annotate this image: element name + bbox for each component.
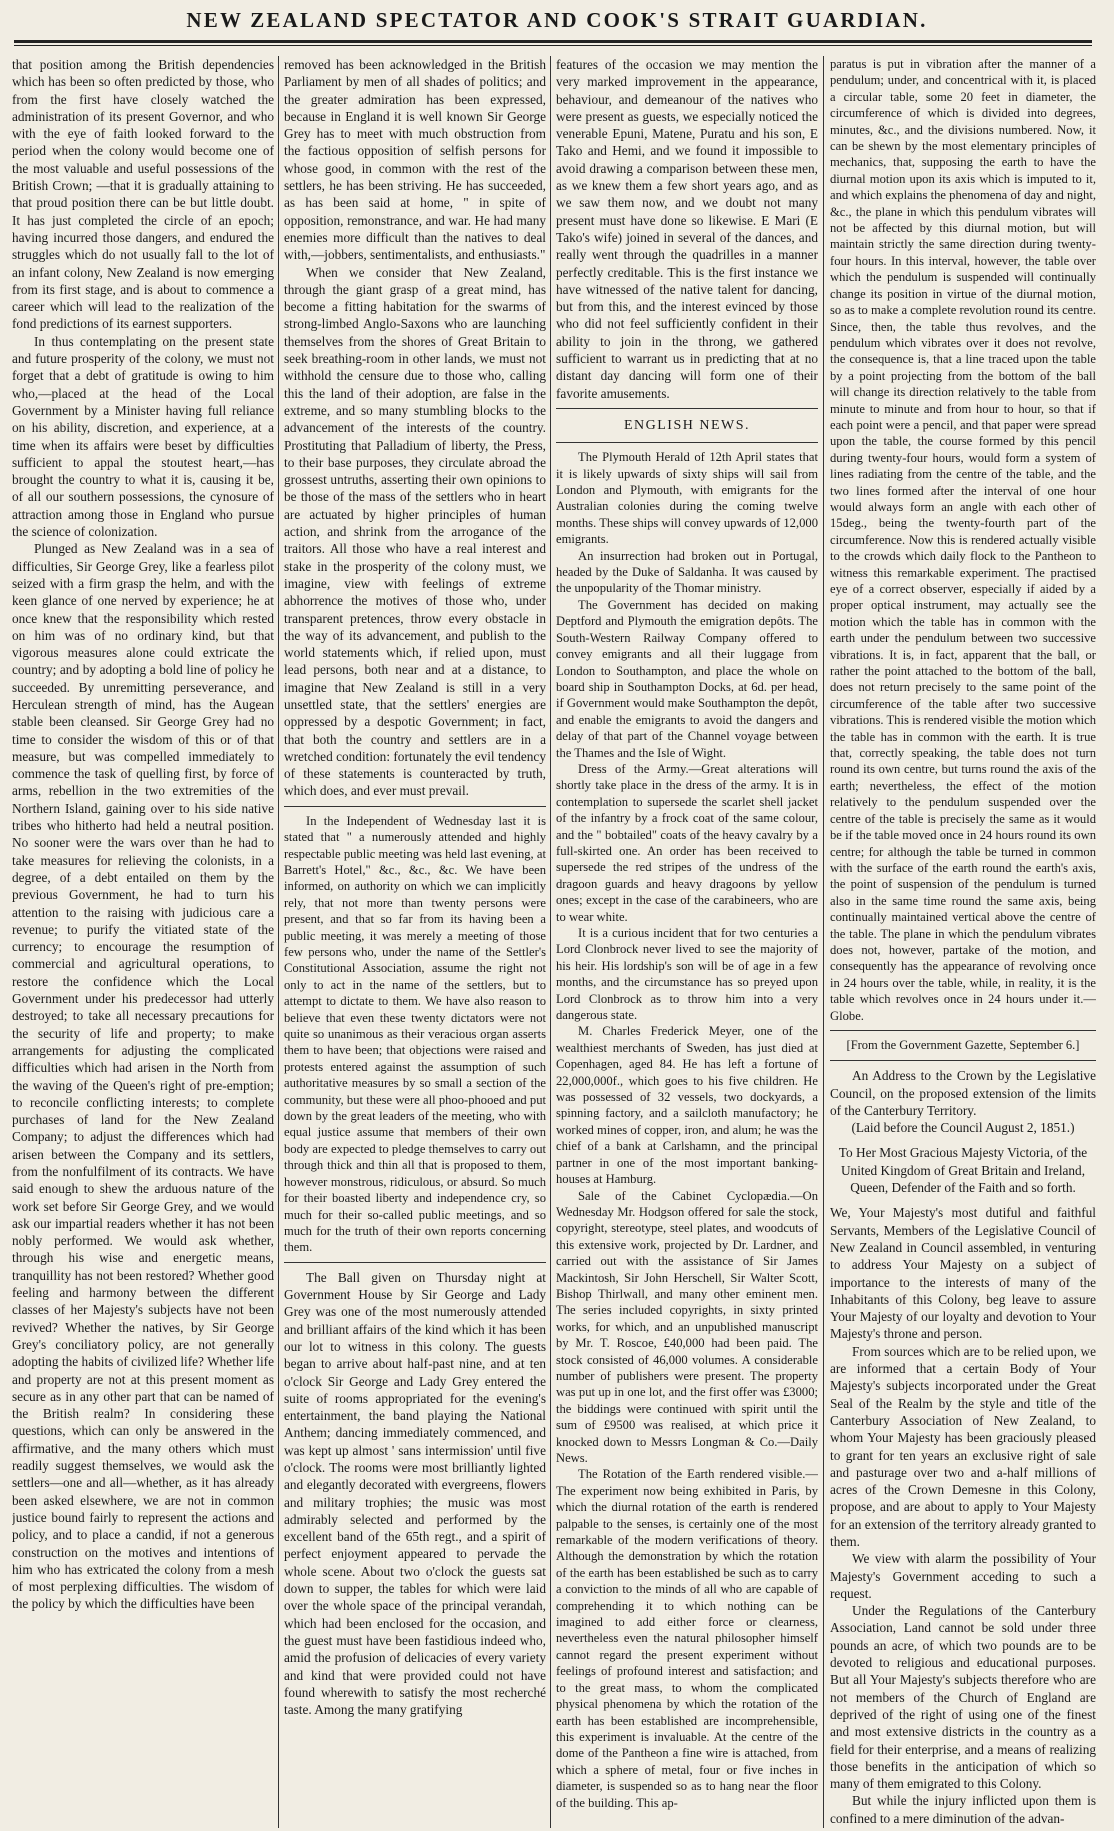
news-item: It is a curious incident that for two centuries a Lord Clonbrock never lived to see the majority of his heir. His lordship's son will be of age in a few months, and the circumstance has so preyed upon Lord Clonbrock as to throw him into a very dangerous state. <box>556 926 818 1023</box>
section-divider <box>830 1030 1096 1031</box>
column-3 <box>556 56 818 1826</box>
news-item: An insurrection had broken out in Portugal, headed by the Duke of Saldanha. It was caused by the unpopularity of the Thomar ministry. <box>556 548 818 596</box>
article-independent: In the Independent of Wednesday last it is stated that " a numerously attended and highly respectable public meeting was held last evening, at Barrett's Hotel," &c., &c., &c. We have been informed, on authority on which we can implicitly rely, that not more than twenty persons were present, and that so far from its having been a public meeting, it was merely a meeting of those few persons who, under the name of the Settler's Constitutional Association, assume the right not only to act in the name of the settlers, but to attempt to dictate to them. We have also reason to believe that even these twenty dictators were not quite so unanimous as their veracious organ asserts them to have been; that objections were raised and protests entered against the assumption of such authoritative measures by so small a section of the community, but these were all phoo-phooed and put down by the great leaders of the meeting, who with equal justice assume that members of their own body are expected to pledge themselves to carry out through thick and thin all that is proposed to them, however monstrous, ridiculous, or absurd. So much for their boasted liberty and independence cry, so much for their so-called public meetings, and so much for the truth of their own reports concerning them. <box>284 813 546 1255</box>
address-date: (Laid before the Council August 2, 1851.) <box>851 1120 1075 1136</box>
gazette-source: [From the Government Gazette, September 6.] <box>846 1037 1080 1052</box>
paragraph: features of the occasion we may mention the very marked improvement in the appearance, behaviour, and demeanour of the natives who were present as guests, we especially noticed the venerable Epuni, Matene, Puratu and his son, E Tako and Hemi, and we found it impossible to avoid drawing a comparison between these men, as we knew them a few short years ago, and as we saw them now, and we doubt not many present must have done so likewise. E Mari (E Tako's wife) joined in several of the dances, and really went through the quadrilles in a manner perfectly creditable. This is the first instance we have witnessed of the native talent for dancing, but from this, and the interest evinced by those who did not feel sufficiently confident in their ability to join in the throng, we gathered sufficient to warrant us in predicting that at no distant day dancing will form one of their favorite amusements. <box>556 57 818 401</box>
paragraph: Plunged as New Zealand was in a sea of difficulties, Sir George Grey, like a fearless pilot seized with a firm grasp the helm, and with the keen glance of one nerved by experience; he at once knew that the responsibility which rested on him was of no ordinary kind, but that vigorous measures alone could extricate the country; and by adopting a bold line of policy he succeeded. By unremitting perseverance, and Herculean strength of mind, has the Augean stable been cleansed. Sir George Grey had no time to consider the wisdom of this or of that measure, but was compelled immediately to commence the task of quelling first, by force of arms, rebellion in the two extremities of the Northern Island, gaining over to his side native tribes who hitherto had held a neutral position. No sooner were the wars over than he had to take measures for relieving the colonists, in a degree, of a debt entailed on them by the previous Government, he had to turn his attention to the raising with judicious care a revenue; to purify the vitiated state of the currency; to encourage the resumption of commercial and agricultural operations, to restore the confidence which the Local Government under his predecessor had utterly destroyed; to take all necessary precautions for the security of life and property; to make arrangements for adjusting the complicated difficulties which had arisen in the North from the waving of the Queen's right of pre-emption; to reconcile conflicting interests; to complete purchases of land for the New Zealand Company; to adjust the differences which had arisen between the Company and its settlers, from the nonfulfilment of its contracts. We have said enough to shew the arduous nature of the work set before Sir George Grey, and we would ask our impartial readers whether it has not been nobly performed. We would ask whether, through his wise and energetic means, tranquillity has not been restored? Whether good feeling and harmony between the different classes of her Majesty's subjects have not been revived? Whether the natives, by Sir George Grey's conciliatory policy, are not generally adopting the habits of civilized life? Whether life and property are not at this present moment as secure as in any other part that can be named of the British realm? In considering these questions, which can only be answered in the affirmative, and the many others which must readily suggest themselves, we would ask the settlers—one and all—whether, as it has already been asked elsewhere, we are not in common justice bound fairly to represent the actions and policy, and to place a candid, if not a generous construction on the motives and intentions of him who has extricated the colony from a mesh of most perplexing difficulties. The wisdom of the policy by which the difficulties have been <box>12 541 274 1612</box>
paragraph: We, Your Majesty's most dutiful and faithful Servants, Members of the Legislative Council of New Zealand in Council assembled, in venturing to address Your Majesty on a subject of importance to the interests of many of the Inhabitants of this Colony, beg leave to assure Your Majesty of our loyalty and devotion to Your Majesty's throne and person. <box>830 1205 1096 1342</box>
column-1 <box>12 56 274 1826</box>
article-ball: The Ball given on Thursday night at Government House by Sir George and Lady Grey was one of the most numerously attended and brilliant affairs of the kind which it has been our lot to witness in this colony. The guests began to arrive about half-past nine, and at ten o'clock Sir George and Lady Grey entered the suite of rooms appropriated for the evening's entertainment, the band playing the National Anthem; dancing immediately commenced, and was kept up almost ' sans intermission' until five o'clock. The rooms were most brilliantly lighted and elegantly decorated with evergreens, flowers and military trophies; the music was most admirably selected and performed by the excellent band of the 65th regt., and a spirit of perfect enjoyment appeared to pervade the whole scene. About two o'clock the guests sat down to supper, the tables for which were laid over the whole space of the principal verandah, which had been enclosed for the occasion, and the guest must have been fastidious indeed who, amid the profusion of delicacies of every variety and kind that were provided could not have found wherewith to satisfy the most recherché taste. Among the many gratifying <box>284 1269 546 1718</box>
column-divider <box>823 56 824 1828</box>
paragraph: We view with alarm the possibility of Your Majesty's Government acceding to such a request. <box>830 1551 1096 1601</box>
column-divider <box>278 56 279 1828</box>
column-2 <box>284 56 546 1826</box>
section-divider <box>830 1060 1096 1061</box>
paragraph: that position among the British dependencies which has been so often predicted by those, who from the first have closely watched the administration of its present Governor, and who with the eye of faith looked forward to the period when the colony would become one of the most valuable and useful possessions of the British Crown; —that it is gradually attaining to that proud position there can be but little doubt. It has just completed the circle of an epoch; having incurred those dangers, and endured the struggles which do not usually fall to the lot of an infant colony, New Zealand is now emerging from its first stage, and is about to commence a career which will lead to the realization of the fond predictions of its earnest supporters. <box>12 57 274 332</box>
news-item: M. Charles Frederick Meyer, one of the wealthiest merchants of Sweden, has just died at Copenhagen, aged 84. He has left a fortune of 22,000,000f., which goes to his five children. He was possessed of 32 vessels, two dockyards, a spinning factory, and a sailcloth manufactory; he worked mines of copper, iron, and alum; he was the chief of a bank at Carlshamn, and the principal partner in one of the most important banking-houses at Hamburg. <box>556 1024 818 1187</box>
section-divider <box>556 442 818 443</box>
masthead: NEW ZEALAND SPECTATOR AND COOK'S STRAIT GUARDIAN. <box>186 8 928 32</box>
news-item: The Plymouth Herald of 12th April states that it is likely upwards of sixty ships will sail from London and Plymouth, with emigrants for the Australian colonies during the coming twelve months. These ships will convey upwards of 12,000 emigrants. <box>556 450 818 547</box>
section-divider <box>556 408 818 409</box>
news-item: Dress of the Army.—Great alterations will shortly take place in the dress of the army. It is in contemplation to supersede the scarlet shell jacket of the infantry by a frock coat of the same colour, and the " bobtailed" coats of the heavy cavalry by a full-skirted one. An order has been received to supersede the red stripes of the undress of the dragoon guards and heavy dragoons by yellow ones; except in the case of the carabineers, who are to wear white. <box>556 761 818 924</box>
column-divider <box>550 56 551 1828</box>
news-item: Sale of the Cabinet Cyclopædia.—On Wednesday Mr. Hodgson offered for sale the stock, copyright, stereotype, steel plates, and woodcuts of this extensive work, projected by Dr. Lardner, and carried out with the assistance of Sir James Mackintosh, Sir John Herschell, Sir Walter Scott, Bishop Thirlwall, and many other eminent men. The series included copyrights, in sixty printed works, for which, and an unpublished manuscript by Mr. T. Roscoe, £40,000 had been paid. The stock consisted of 46,000 volumes. A considerable number of publishers were present. The property was put up in one lot, and the first offer was £3000; the biddings were continued with spirit until the sum of £9500 was realised, at which price it knocked down to Messrs Longman & Co.—Daily News. <box>556 1188 818 1466</box>
column-4 <box>830 56 1096 1826</box>
address-title: An Address to the Crown by the Legislative Council, on the proposed extension of the limits of the Canterbury Territory. <box>830 1068 1096 1118</box>
paragraph: In thus contemplating on the present state and future prosperity of the colony, we must not forget that a debt of gratitude is owing to him who,—placed at the head of the Local Government by a Minister having full reliance on his ability, discretion, and experience, at a time when its affairs were beset by difficulties sufficient to appal the stoutest heart,—has brought the country to what it is, causing it be, of all our southern possessions, the cynosure of attraction among those in England who pursue the science of colonization. <box>12 333 274 540</box>
masthead-rule <box>14 40 1092 43</box>
paragraph: From sources which are to be relied upon, we are informed that a certain Body of Your Majesty's subjects incorporated under the Great Seal of the Realm by the style and title of the Canterbury Association of New Zealand, to whom Your Majesty has been graciously pleased to grant for ten years an exclusive right of sale and pasturage over two and a-half millions of acres of the Crown Demesne in this Colony, propose, and are about to apply to Your Majesty for an extension of the territory already granted to them. <box>830 1343 1096 1549</box>
section-divider <box>284 806 546 807</box>
address-dedication: To Her Most Gracious Majesty Victoria, of the United Kingdom of Great Britain and Ireland, Queen, Defender of the Faith and so forth. <box>838 1145 1088 1196</box>
news-item: The Rotation of the Earth rendered visible.—The experiment now being exhibited in Paris, by which the diurnal rotation of the earth is rendered palpable to the senses, is certainly one of the most remarkable of the modern verifications of theory. Although the demonstration by which the rotation of the earth has been established be such as to carry a conviction to the minds of all who are capable of comprehending it to which nothing can be imagined to add either force or clearness, nevertheless even the natural philosopher himself cannot regard the present experiment without feelings of profound interest and satisfaction; and to the great mass, to whom the complicated physical phenomena by which the rotation of the earth has been established are incomprehensible, this experiment is invaluable. At the centre of the dome of the Pantheon a fine wire is attached, from which a sphere of metal, four or five inches in diameter, is suspended so as to hang near the floor of the building. This ap- <box>556 1467 818 1810</box>
paragraph: removed has been acknowledged in the British Parliament by men of all shades of politics; and the greater admiration has been expressed, because in England it is well known Sir George Grey has to meet with much obstruction from the factious opposition of selfish persons for whose good, in common with the rest of the settlers, he has been striving. He has succeeded, as has been said at home, " in spite of opposition, remonstrance, and war. He had many enemies more difficult than the natives to deal with,—jobbers, sentimentalists, and enthusiasts." <box>284 57 546 263</box>
paragraph: When we consider that New Zealand, through the giant grasp of a great mind, has become a fitting habitation for the swarms of strong-limbed Anglo-Saxons who are launching themselves from the shores of Great Britain to seek breathing-room in other lands, we must not withhold the censure due to those who, calling this the land of their adoption, are false in the extreme, and so many stumbling blocks to the advancement of the interests of the country. Prostituting that Palladium of liberty, the Press, to their base purposes, they circulate abroad the grossest untruths, asserting their own opinions to be those of the mass of the settlers who in heart are actuated by higher principles of human action, and shrink from the arrogance of the traitors. All those who have a real interest and stake in the prosperity of the colony must, we imagine, view with feelings of extreme abhorrence the motives of those who, under transparent pretences, throw every obstacle in the way of its advancement, and publish to the world statements which, if relied upon, must lead persons, both near and at a distance, to imagine that New Zealand is still in a very unsettled state, that the settlers' energies are oppressed by a despotic Government; in fact, that both the country and settlers are in a wretched condition: fortunately the evil tendency of these statements is counteracted by truth, which does, and ever must prevail. <box>284 264 546 799</box>
paragraph: Under the Regulations of the Canterbury Association, Land cannot be sold under three pounds an acre, of which two pounds are to be devoted to religious and educational purposes. But all Your Majesty's subjects therefore who are not members of the Church of England are deprived of the right of using one of the finest and most extensive districts in the country as a field for their enterprise, and a means of realizing those benefits in the anticipation of which so many of them emigrated to this Colony. <box>830 1603 1096 1792</box>
section-heading: ENGLISH NEWS. <box>623 417 751 433</box>
section-divider <box>284 1262 546 1263</box>
masthead-rule-thin <box>14 45 1092 46</box>
paragraph: But while the injury inflicted upon them is confined to a mere diminution of the advan- <box>830 1793 1096 1826</box>
news-item: The Government has decided on making Deptford and Plymouth the emigration depôts. The South-Western Railway Company offered to convey emigrants and all their luggage from London to Southampton, and place the whole on board ship in Southampton Docks, at 6d. per head, if Government would make Southampton the depôt, and enable the emigrants to avoid the dangers and delay of that part of the Channel voyage between the Thames and the Isle of Wight. <box>556 597 818 760</box>
paragraph: paratus is put in vibration after the manner of a pendulum; under, and concentrical with it, is placed a circular table, some 20 feet in diameter, the circumference of which is divided into degrees, minutes, &c., and the divisions numbered. Now, it can be shewn by the most elementary principles of mechanics, that, supposing the earth to have the diurnal motion upon its axis which is imputed to it, and which explains the phenomena of day and night, &c., the plane in which this pendulum vibrates will not be affected by this diurnal motion, but will maintain strictly the same direction during twenty-four hours. In this interval, however, the table over which the pendulum is suspended will continually change its position in virtue of the diurnal motion, so as to make a complete revolution round its centre. Since, then, the table thus revolves, and the pendulum which vibrates over it does not revolve, the consequence is, that a line traced upon the table by a point projecting from the bottom of the ball will change its direction relatively to the table from minute to minute and from hour to hour, so that if each point were a pencil, and that paper were spread upon the table, the course formed by this pencil during twenty-four hours, would form a system of lines radiating from the centre of the table, and the two lines formed after the interval of one hour would always form an angle with each other of 15deg., being the twenty-fourth part of the circumference. Now this is rendered actually visible to the crowds which daily flock to the Pantheon to witness this remarkable experiment. The practised eye of a correct observer, especially if aided by a proper optical instrument, may actually see the motion which the table has in common with the earth under the pendulum between two successive vibrations. It is, in fact, apparent that the ball, or rather the point attached to the bottom of the ball, does not return precisely to the same point of the circumference of the table after two successive vibrations. This is rendered visible the motion which the table has in common with the earth. It is true that, correctly speaking, the table does not turn round its own centre, but turns round the axis of the earth; nevertheless, the effect of the motion relatively to the pendulum suspended over the centre of the table is precisely the same as it would be if the table moved once in 24 hours round its own centre; for although the table be turned in common with the surface of the earth round the earth's axis, the point of suspension of the pendulum is turned also in the same time round the same axis, being continually maintained vertical above the centre of the table. The plane in which the pendulum vibrates does not, however, partake of the motion, and consequently has the appearance of revolving once in 24 hours over the table, while, in reality, it is the table which revolves once in 24 hours under it.—Globe. <box>830 57 1096 1023</box>
